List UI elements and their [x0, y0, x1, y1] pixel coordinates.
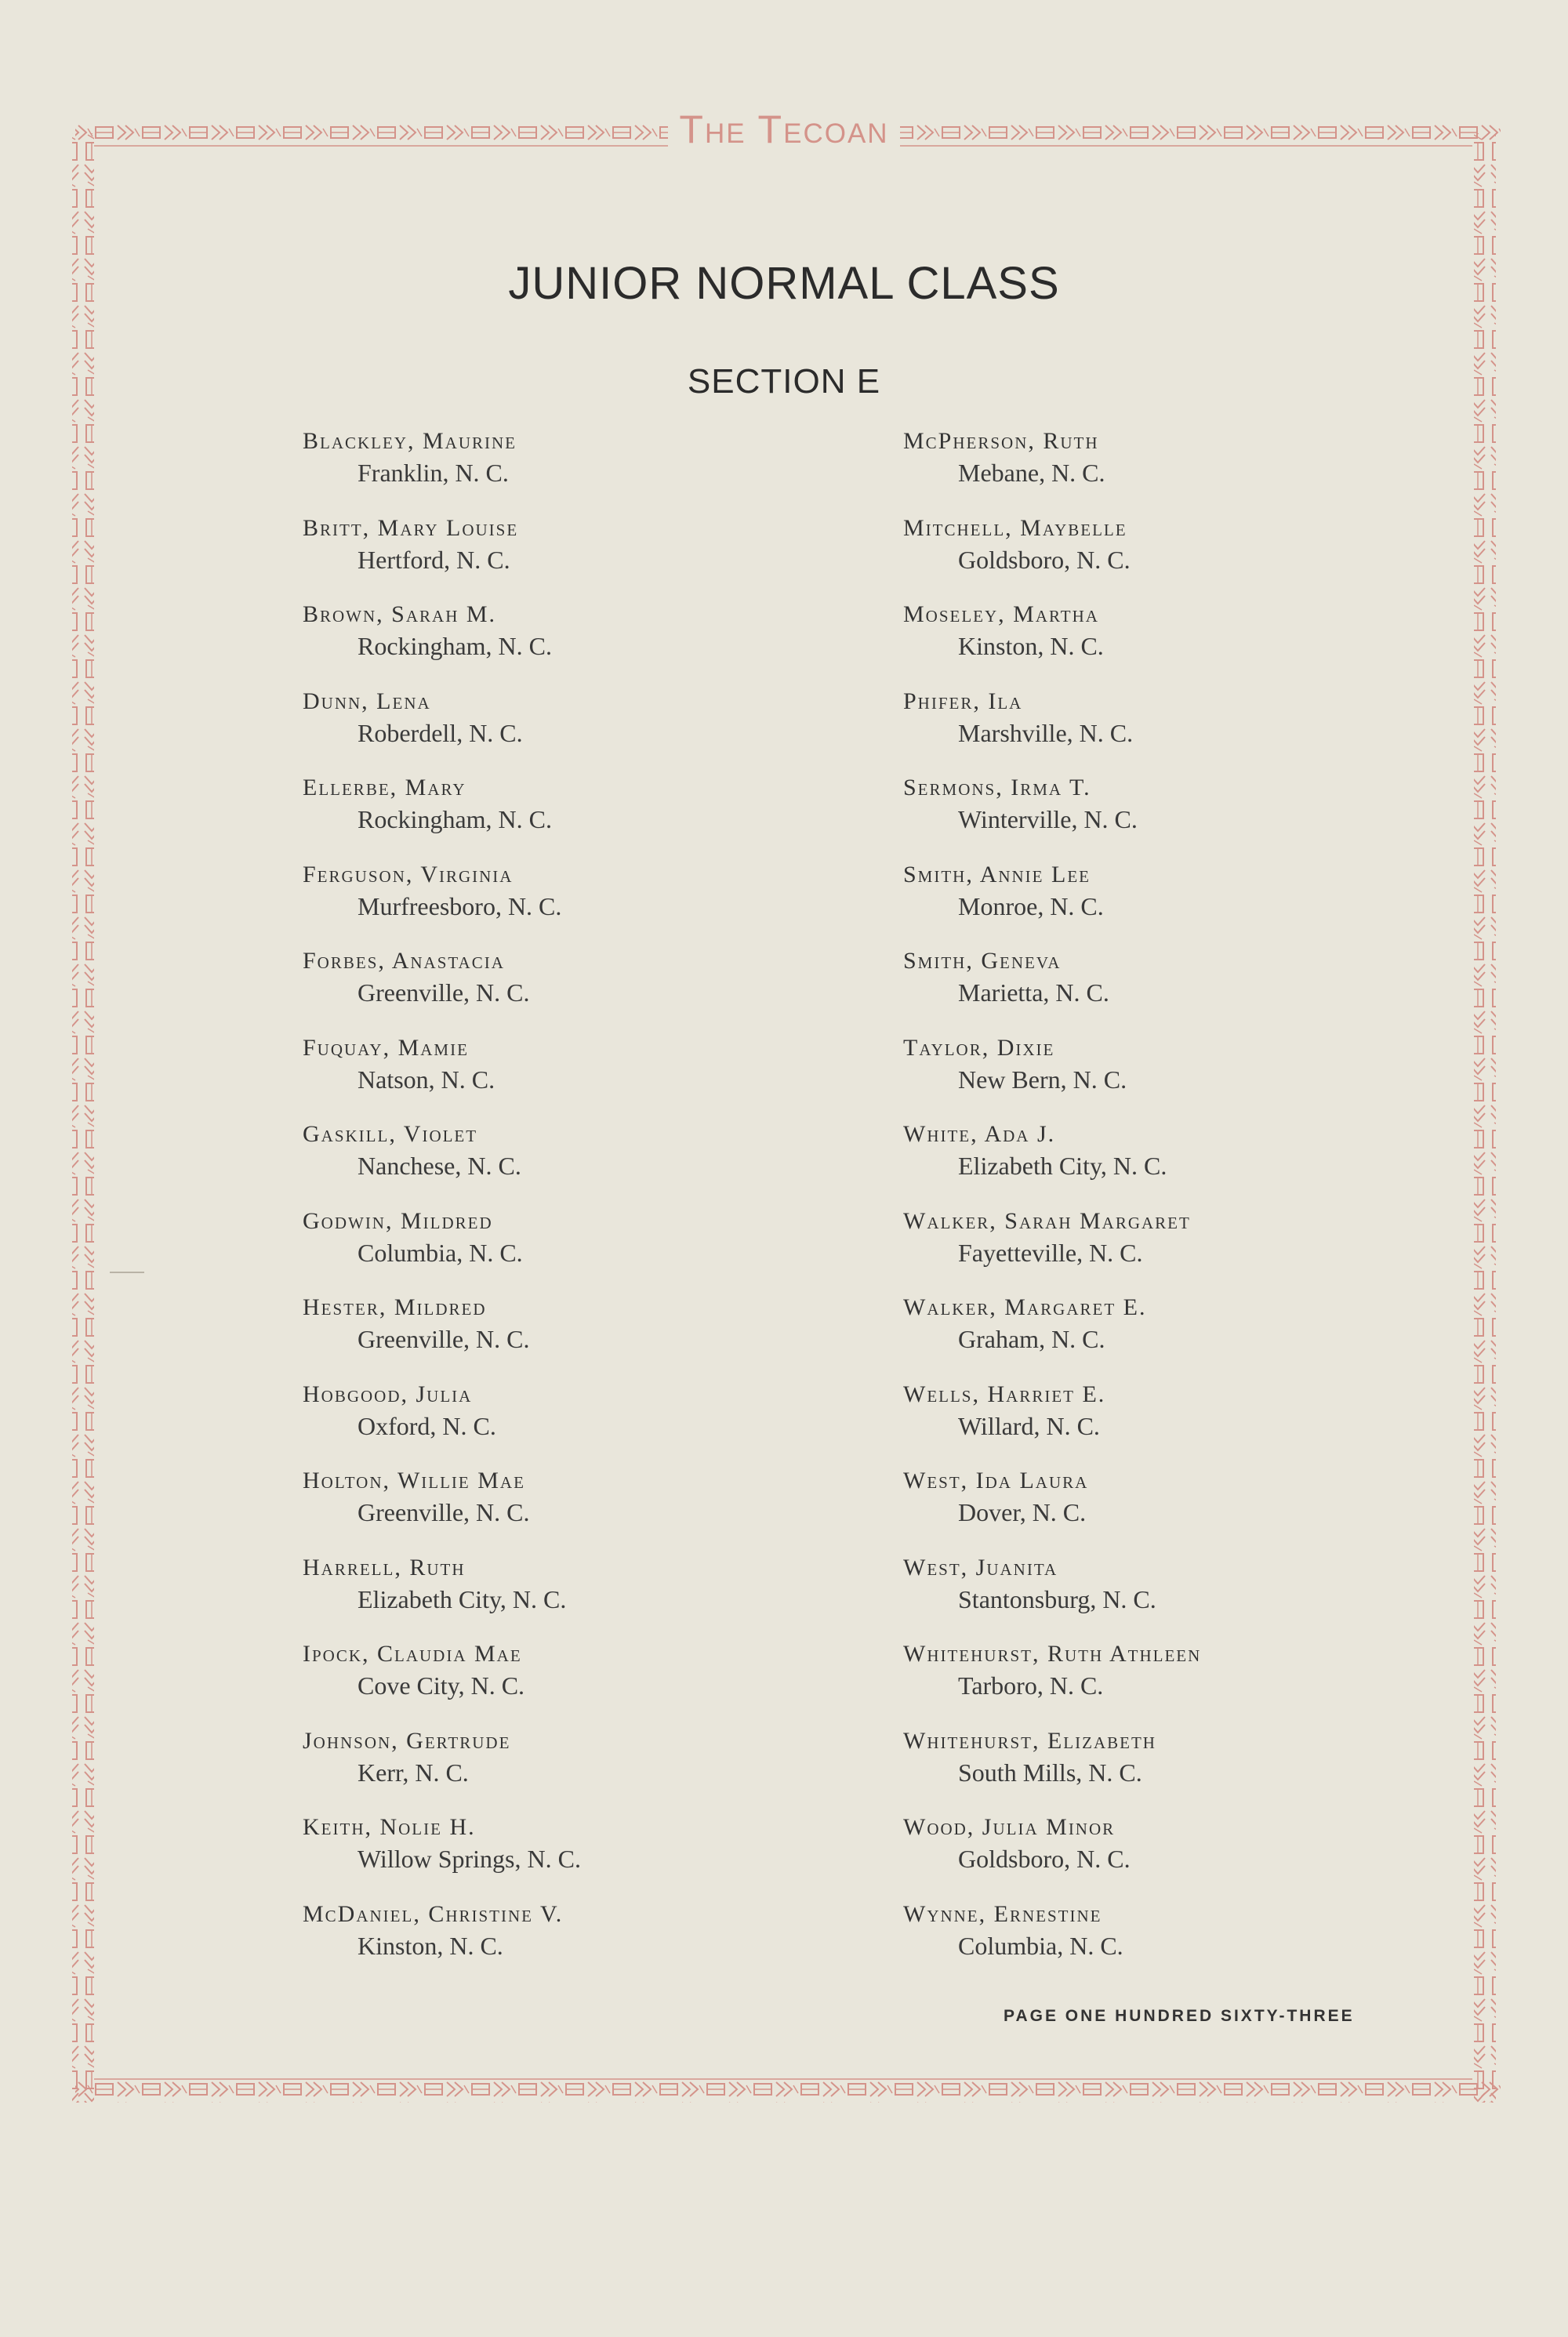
student-town: Cove City, N. C. — [358, 1671, 525, 1700]
student-name: Forbes, Anastacia — [303, 948, 505, 974]
running-header — [0, 107, 1568, 152]
student-town: Graham, N. C. — [958, 1325, 1105, 1353]
list-item — [903, 1033, 1468, 1120]
student-town: Kinston, N. C. — [958, 632, 1104, 660]
student-town: Greenville, N. C. — [358, 978, 530, 1007]
student-town: New Bern, N. C. — [958, 1065, 1127, 1094]
student-name: Smith, Geneva — [903, 948, 1062, 974]
student-town: Oxford, N. C. — [358, 1411, 496, 1440]
list-item — [303, 1726, 867, 1813]
student-name: Fuquay, Mamie — [303, 1034, 469, 1061]
section-title: SECTION E — [687, 362, 881, 401]
student-name: Phifer, Ila — [903, 688, 1023, 714]
student-name: Britt, Mary Louise — [303, 514, 519, 541]
student-town: Fayetteville, N. C. — [958, 1238, 1143, 1267]
student-name: Gaskill, Violet — [303, 1121, 478, 1147]
student-name: Dunn, Lena — [303, 688, 431, 714]
student-name: Mitchell, Maybelle — [903, 514, 1127, 541]
student-town: Greenville, N. C. — [358, 1325, 530, 1353]
student-name: Wood, Julia Minor — [903, 1814, 1116, 1840]
student-town: Kerr, N. C. — [358, 1758, 469, 1787]
list-item — [903, 1380, 1468, 1467]
list-item — [303, 946, 867, 1033]
student-name: Whitehurst, Ruth Athleen — [903, 1641, 1202, 1667]
student-name: Ferguson, Virginia — [303, 861, 514, 887]
list-item — [303, 513, 867, 601]
student-town: Columbia, N. C. — [358, 1238, 523, 1267]
student-town: Rockingham, N. C. — [358, 632, 552, 660]
student-town: Marshville, N. C. — [958, 718, 1134, 747]
list-item — [903, 1726, 1468, 1813]
list-item — [903, 1553, 1468, 1640]
student-name: Ellerbe, Mary — [303, 775, 466, 800]
student-town: Dover, N. C. — [958, 1498, 1087, 1526]
list-item — [903, 687, 1468, 774]
student-town: Hertford, N. C. — [358, 545, 510, 574]
list-item — [903, 600, 1468, 687]
student-name: Moseley, Martha — [903, 601, 1099, 627]
list-item — [303, 860, 867, 947]
list-item — [903, 1293, 1468, 1380]
student-name: West, Juanita — [903, 1554, 1058, 1580]
student-town: Rockingham, N. C. — [358, 805, 552, 833]
student-name: McPherson, Ruth — [903, 428, 1099, 454]
list-item — [303, 426, 867, 513]
student-town: Goldsboro, N. C. — [958, 545, 1131, 574]
student-town: Greenville, N. C. — [358, 1498, 530, 1526]
student-town: Winterville, N. C. — [958, 805, 1138, 833]
student-town: Goldsboro, N. C. — [958, 1845, 1131, 1873]
list-item — [903, 1207, 1468, 1294]
student-town: Willow Springs, N. C. — [358, 1845, 581, 1873]
list-item — [903, 1639, 1468, 1726]
list-item — [303, 1553, 867, 1640]
list-item — [303, 687, 867, 774]
student-town: Columbia, N. C. — [958, 1931, 1123, 1960]
list-item — [903, 1466, 1468, 1553]
student-name: Harrell, Ruth — [303, 1554, 466, 1580]
student-town: Mebane, N. C. — [958, 459, 1105, 487]
student-name: Walker, Sarah Margaret — [903, 1207, 1191, 1234]
student-name: Sermons, Irma T. — [903, 775, 1091, 800]
student-name: Keith, Nolie H. — [303, 1814, 476, 1840]
page-number-footer: PAGE ONE HUNDRED SIXTY-THREE — [1004, 2007, 1355, 2025]
student-name: Holton, Willie Mae — [303, 1468, 525, 1493]
list-item — [303, 1380, 867, 1467]
student-name: Blackley, Maurine — [303, 428, 517, 454]
list-item — [303, 1120, 867, 1207]
student-name: Smith, Annie Lee — [903, 861, 1091, 887]
student-name: Godwin, Mildred — [303, 1207, 493, 1234]
student-name: McDaniel, Christine V. — [303, 1900, 564, 1927]
list-item — [303, 1033, 867, 1120]
student-name: Wells, Harriet E. — [903, 1381, 1106, 1407]
list-item — [903, 513, 1468, 601]
student-town: Franklin, N. C. — [358, 459, 509, 487]
student-name: Hobgood, Julia — [303, 1381, 473, 1407]
student-name: Johnson, Gertrude — [303, 1727, 511, 1754]
student-town: Monroe, N. C. — [958, 891, 1104, 920]
margin-mark — [110, 1272, 144, 1273]
student-town: Marietta, N. C. — [958, 978, 1109, 1007]
student-town: Natson, N. C. — [358, 1065, 495, 1094]
student-town: Stantonsburg, N. C. — [958, 1584, 1156, 1613]
student-name: White, Ada J. — [903, 1121, 1056, 1147]
list-item — [303, 1207, 867, 1294]
running-header-text: The Tecoan — [668, 107, 899, 151]
list-item — [303, 1639, 867, 1726]
student-town: South Mills, N. C. — [958, 1758, 1142, 1787]
student-town: Elizabeth City, N. C. — [358, 1584, 567, 1613]
list-item — [303, 1900, 867, 1987]
student-name: West, Ida Laura — [903, 1468, 1089, 1493]
student-name: Wynne, Ernestine — [903, 1900, 1102, 1927]
list-item — [903, 860, 1468, 947]
student-town: Nanchese, N. C. — [358, 1152, 521, 1180]
student-town: Elizabeth City, N. C. — [958, 1152, 1167, 1180]
list-item — [903, 426, 1468, 513]
right-column — [903, 426, 1468, 1986]
list-item — [303, 773, 867, 860]
student-town: Kinston, N. C. — [358, 1931, 503, 1960]
list-item — [903, 773, 1468, 860]
student-name: Walker, Margaret E. — [903, 1294, 1147, 1320]
student-town: Willard, N. C. — [958, 1411, 1100, 1440]
list-item — [903, 1120, 1468, 1207]
list-item — [903, 946, 1468, 1033]
student-town: Tarboro, N. C. — [958, 1671, 1104, 1700]
student-town: Murfreesboro, N. C. — [358, 891, 562, 920]
list-item — [303, 600, 867, 687]
list-item — [303, 1293, 867, 1380]
left-column — [303, 426, 867, 1986]
student-name: Whitehurst, Elizabeth — [903, 1727, 1156, 1754]
page-title: JUNIOR NORMAL CLASS — [508, 258, 1060, 309]
list-item — [903, 1813, 1468, 1900]
student-name: Brown, Sarah M. — [303, 601, 497, 627]
student-name: Taylor, Dixie — [903, 1034, 1055, 1061]
list-item — [903, 1900, 1468, 1987]
list-item — [303, 1466, 867, 1553]
student-town: Roberdell, N. C. — [358, 718, 523, 747]
student-name: Hester, Mildred — [303, 1294, 487, 1320]
student-name: Ipock, Claudia Mae — [303, 1641, 522, 1667]
list-item — [303, 1813, 867, 1900]
